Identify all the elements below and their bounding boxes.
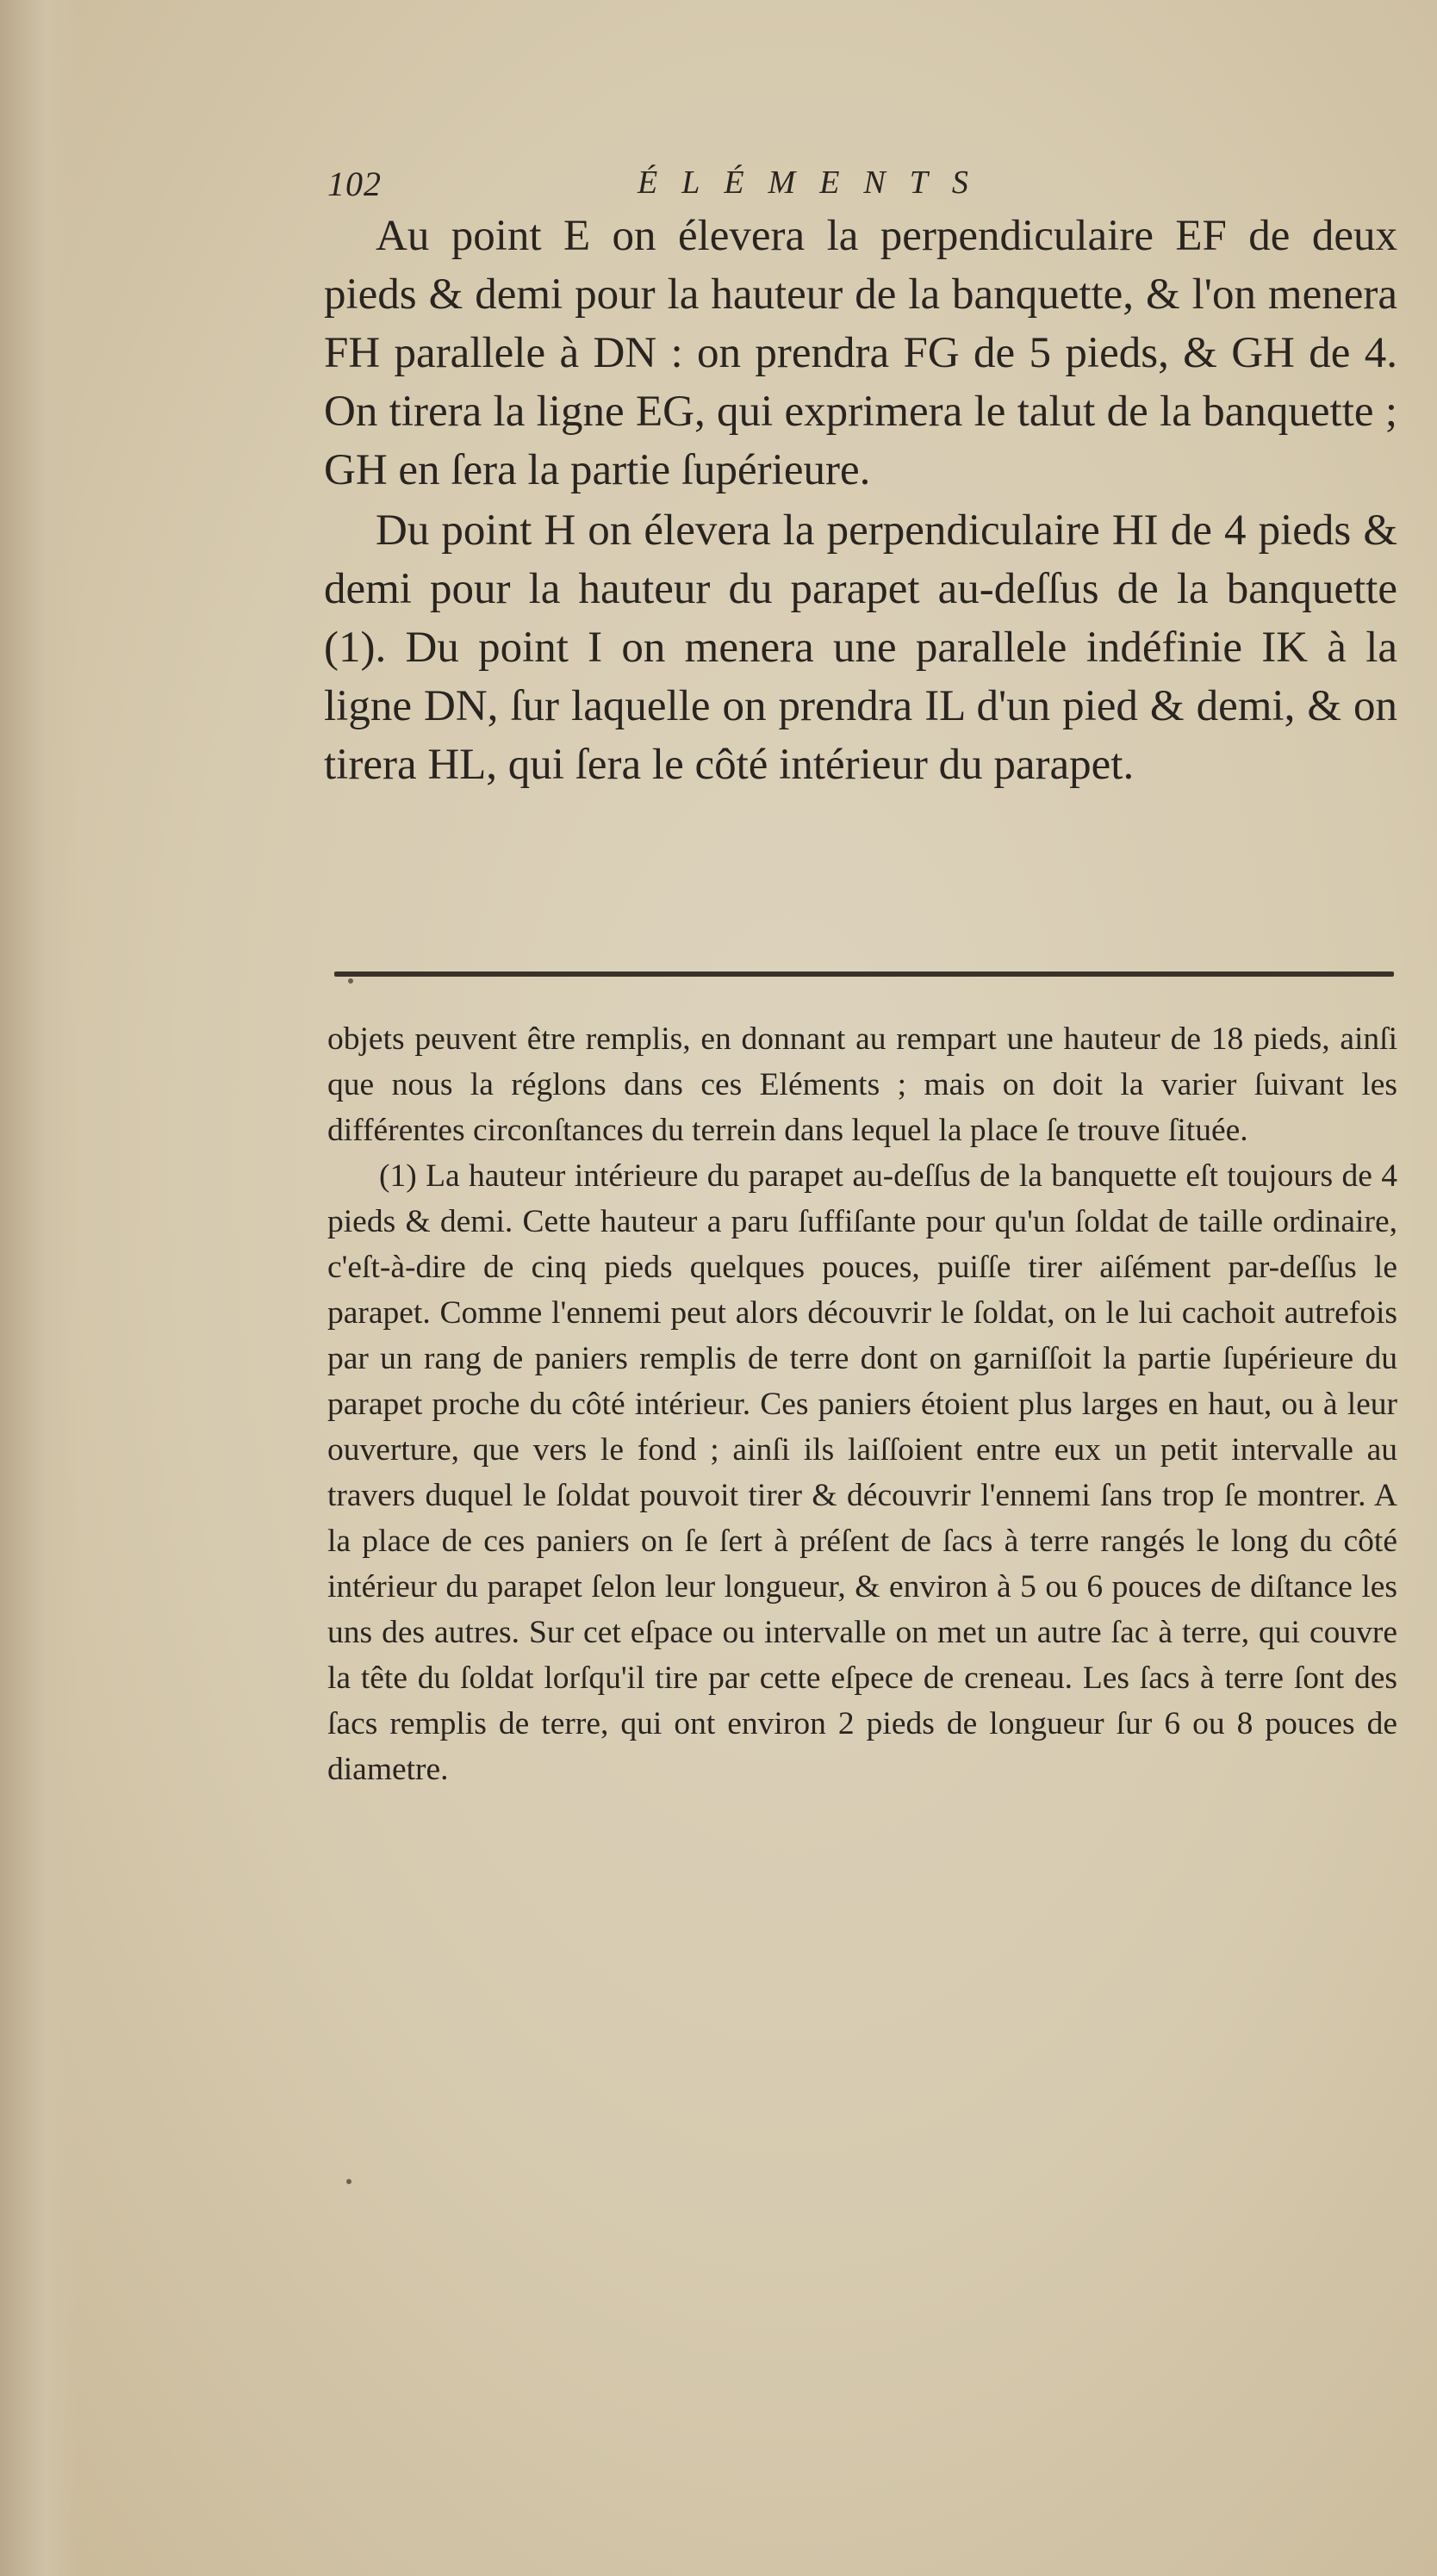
footnote-1: (1) La hauteur intérieure du parapet au-deſſus de la banquette eſt toujours de 4 pieds & demi. Cette hauteur a paru ſuffiſante pour qu'un ſoldat de taille ordinaire, c'eſt-à-dire de cinq pieds quelques pouces, puiſſe tirer aiſément par-deſſus le parapet. Comme l'ennemi peut alors découvrir le ſoldat, on le lui cachoit autrefois par un rang de paniers remplis de terre dont on garniſſoit la partie ſupérieure du parapet proche du côté intérieur. Ces paniers étoient plus larges en haut, ou à leur ouverture, que vers le fond ; ainſi ils laiſſoient entre eux un petit intervalle au travers duquel le ſoldat pouvoit tirer & découvrir l'ennemi ſans trop ſe montrer. A la place de ces paniers on ſe ſert à préſent de ſacs à terre rangés le long du côté intérieur du parapet ſelon leur longueur, & environ à 5 ou 6 pouces de diſtance les uns des autres. Sur cet eſpace ou intervalle on met un autre ſac à terre, qui couvre la tête du ſoldat lorſqu'il tire par cette eſpece de creneau. Les ſacs à terre ſont des ſacs remplis de terre, qui ont environ 2 pieds de longueur ſur 6 ou 8 pouces de diametre. — [327, 1158, 1397, 1787]
page-gutter-shadow — [0, 0, 78, 2576]
footnote-continuation: objets peuvent être remplis, en donnant au rempart une hauteur de 18 pieds, ainſi que nous la réglons dans ces Eléments ; mais on doit la varier ſuivant les différentes circonſtances du terrein dans lequel la place ſe trouve ſituée. — [327, 1021, 1397, 1148]
main-paragraph-1: Au point E on élevera la perpendiculaire EF de deux pieds & demi pour la hauteur de la banquette, & l'on menera FH parallele à DN : on prendra FG de 5 pieds, & GH de 4. On tirera la ligne EG, qui exprimera le talut de la banquette ; GH en ſera la partie ſupérieure. — [324, 212, 1397, 494]
footnote-rule — [334, 971, 1394, 977]
running-head — [327, 164, 1103, 212]
footnotes — [327, 1016, 1397, 1792]
page-number: 102 — [327, 164, 382, 203]
paper-speck — [346, 2179, 351, 2184]
paper-speck — [348, 978, 353, 984]
running-title: ÉLÉMENTS — [638, 164, 992, 201]
main-paragraph-2: Du point H on élevera la perpendiculaire HI de 4 pieds & demi pour la hauteur du parapet au-deſſus de la banquette (1). Du point I on menera une parallele indéfinie IK à la ligne DN, ſur laquelle on prendra IL d'un pied & demi, & on tirera HL, qui ſera le côté intérieur du parapet. — [324, 506, 1397, 789]
main-text — [324, 207, 1397, 794]
